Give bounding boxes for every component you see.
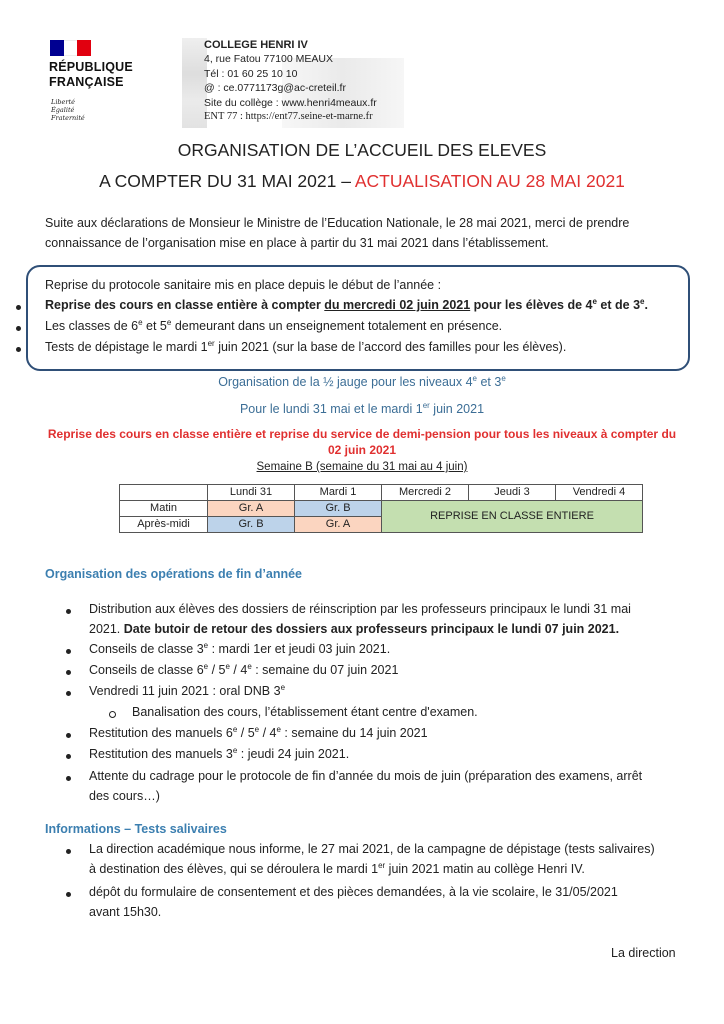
cell-lundi-apres-midi: Gr. B — [208, 517, 295, 533]
row-label-apres-midi: Après-midi — [120, 517, 208, 533]
table-header-row — [120, 485, 643, 501]
bullet — [66, 670, 71, 675]
cell-mardi-apres-midi: Gr. A — [295, 517, 382, 533]
jauge-line1: Organisation de la ½ jauge pour les niveaux 4e et 3e — [218, 373, 506, 389]
protocol-bullet-2: Les classes de 6e et 5e demeurant dans un enseignement totalement en présence. — [45, 317, 503, 333]
bullet — [66, 733, 71, 738]
bullet — [16, 347, 21, 352]
reprise-notice: Reprise des cours en classe entière et reprise du service de demi-pension pour tous les niveaux à compter du 02 juin 2021 — [47, 427, 677, 457]
bullet — [66, 776, 71, 781]
bullet — [66, 609, 71, 614]
bullet — [66, 892, 71, 897]
signature: La direction — [611, 946, 676, 960]
table-header-lundi: Lundi 31 — [208, 485, 295, 501]
table-row — [120, 501, 643, 517]
college-address: 4, rue Fatou 77100 MEAUX — [204, 53, 333, 66]
republique-francaise-logo: RÉPUBLIQUE FRANÇAISE — [49, 60, 133, 89]
intro-text: Suite aux déclarations de Monsieur le Ministre de l’Education Nationale, le 28 mai 2021, merci de prendre connaissance de l’organisation mise en place à partir du 31 mai 2021 dans l’établissement. — [45, 216, 630, 250]
bullet — [16, 305, 21, 310]
protocol-bullet-3: Tests de dépistage le mardi 1er juin 2021 (sur la base de l’accord des familles pour les élèves). — [45, 338, 567, 354]
bullet — [66, 754, 71, 759]
section-title-fin-annee: Organisation des opérations de fin d’année — [45, 567, 302, 581]
college-header — [182, 38, 404, 128]
bullet — [16, 326, 21, 331]
protocol-bullet-1: Reprise des cours en classe entière à compter du mercredi 02 juin 2021 pour les élèves de 4e et de 3e. — [45, 296, 648, 312]
college-ent: ENT 77 : https://ent77.seine-et-marne.fr — [204, 111, 373, 123]
jauge-line2: Pour le lundi 31 mai et le mardi 1er juin 2021 — [239, 400, 485, 416]
fin-annee-item-3: Conseils de classe 6e / 5e / 4e : semaine du 07 juin 2021 — [89, 661, 399, 677]
page-title-line2: A COMPTER DU 31 MAI 2021 – ACTUALISATION AU 28 MAI 2021 — [99, 171, 625, 191]
fin-annee-item-4: Vendredi 11 juin 2021 : oral DNB 3e — [89, 682, 286, 698]
cell-reprise-classe-entiere: REPRISE EN CLASSE ENTIERE — [382, 501, 643, 533]
republique-motto: Liberté Égalité Fraternité — [51, 98, 85, 122]
sub-bullet — [109, 711, 116, 718]
tests-item-2: dépôt du formulaire de consentement et des pièces demandées, à la vie scolaire, le 31/05/2021 avant 15h30. — [89, 885, 618, 919]
cell-mardi-matin: Gr. B — [295, 501, 382, 517]
page-title-line1: ORGANISATION DE L’ACCUEIL DES ELEVES — [177, 140, 547, 160]
fin-annee-item-1: Distribution aux élèves des dossiers de réinscription par les professeurs principaux le lundi 31 mai 2021. Date butoir de retour des dossiers aux professeurs principaux le lundi 07 juin 2021. — [89, 602, 631, 636]
table-header-empty — [120, 485, 208, 501]
republique-francaise-flag — [50, 40, 91, 56]
fin-annee-item-7: Attente du cadrage pour le protocole de fin d’année du mois de juin (préparation des examens, arrêt des cours…) — [89, 769, 643, 803]
fin-annee-item-5: Restitution des manuels 6e / 5e / 4e : semaine du 14 juin 2021 — [89, 724, 428, 740]
tests-item-1: La direction académique nous informe, le 27 mai 2021, de la campagne de dépistage (tests salivaires) à destination des élèves, qui se déroulera le mardi 1er juin 2021 matin au collège Henri IV. — [89, 842, 655, 876]
section-title-tests: Informations – Tests salivaires — [45, 822, 227, 836]
fin-annee-item-6: Restitution des manuels 3e : jeudi 24 juin 2021. — [89, 745, 350, 761]
protocol-heading: Reprise du protocole sanitaire mis en place depuis le début de l’année : — [45, 278, 442, 292]
row-label-matin: Matin — [120, 501, 208, 517]
table-header-mercredi: Mercredi 2 — [382, 485, 469, 501]
fin-annee-item-2: Conseils de classe 3e : mardi 1er et jeudi 03 juin 2021. — [89, 640, 391, 656]
table-header-vendredi: Vendredi 4 — [556, 485, 643, 501]
college-email: @ : ce.0771173g@ac-creteil.fr — [204, 82, 346, 95]
semaine-caption: Semaine B (semaine du 31 mai au 4 juin) — [256, 461, 468, 473]
bullet — [66, 649, 71, 654]
college-name: COLLEGE HENRI IV — [204, 39, 308, 51]
college-site: Site du collège : www.henri4meaux.fr — [204, 96, 377, 109]
bullet — [66, 849, 71, 854]
fin-annee-item-4-sub: Banalisation des cours, l’établissement étant centre d'examen. — [132, 705, 478, 719]
bullet — [66, 691, 71, 696]
college-tel: Tél : 01 60 25 10 10 — [204, 67, 298, 80]
table-header-jeudi: Jeudi 3 — [469, 485, 556, 501]
schedule-table — [119, 484, 643, 533]
cell-lundi-matin: Gr. A — [208, 501, 295, 517]
table-header-mardi: Mardi 1 — [295, 485, 382, 501]
